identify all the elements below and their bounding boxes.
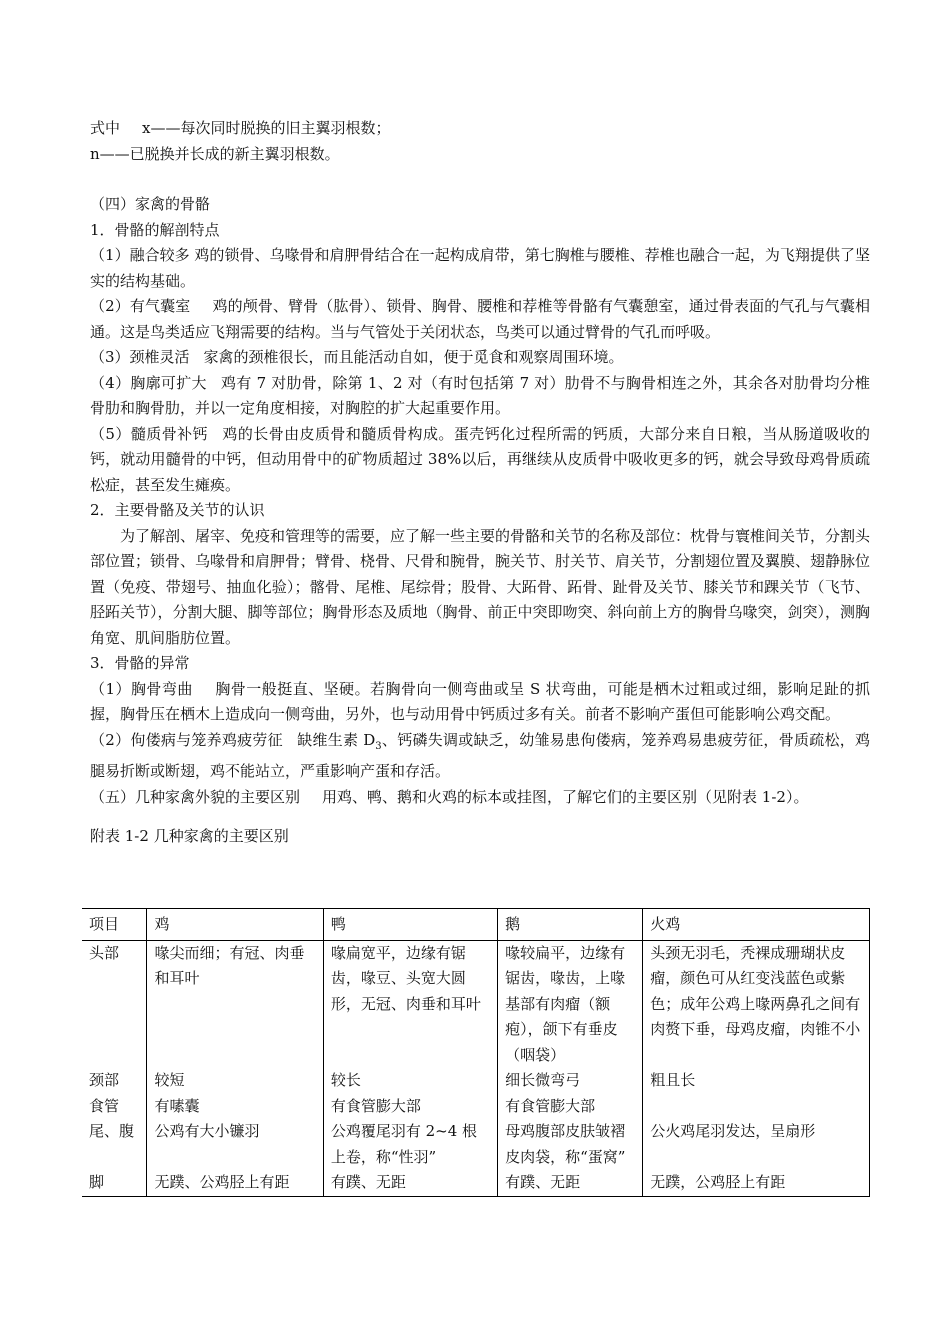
item-body: 鸡的颅骨、臂骨（肱骨）、锁骨、胸骨、腰椎和荐椎等骨骼有气囊憩室，通过骨表面的气孔与气囊相通。这是鸟类适应飞翔需要的结构。当与气管处于关闭状态，鸟类可以通过臂骨的气孔而呼吸。 (90, 297, 870, 341)
table-cell: 喙扁宽平，边缘有锯齿，喙豆、头宽大圆形，无冠、肉垂和耳叶 (323, 940, 497, 1068)
subheading-1: 1．骨骼的解剖特点 (90, 220, 220, 239)
table-cell: 喙较扁平，边缘有锯齿，喙齿，上喙基部有肉瘤（额疱），颌下有垂皮（咽袋） (498, 940, 643, 1068)
item-4 (90, 371, 870, 422)
item-body: 缺维生素 D (296, 730, 376, 749)
item-body: 鸡的锁骨、乌喙骨和肩胛骨结合在一起构成肩带，第七胸椎与腰椎、荐椎也融合一起，为飞翔提供了坚实的结构基础。 (90, 246, 870, 290)
section-4-heading: （四）家禽的骨骼 (90, 195, 211, 213)
table-caption: 附表 1-2 几种家禽的主要区别 (90, 827, 289, 845)
item-5 (90, 422, 870, 499)
section-5 (90, 785, 870, 811)
item-body: 家禽的颈椎很长，而且能活动自如，便于觅食和观察周围环境。 (203, 348, 624, 366)
table-cell: 较长 (323, 1068, 497, 1094)
subheading-3: 3．骨骼的异常 (90, 654, 190, 672)
table-row (82, 1170, 870, 1196)
item-title: （4）胸廓可扩大 (90, 373, 207, 392)
item-title: （5）髓质骨补钙 (90, 424, 208, 443)
item-body: 鸡有 7 对肋骨，除第 1、2 对（有时包括第 7 对）肋骨不与胸骨相连之外，其余各对肋骨均分椎骨肋和胸骨肋，并以一定角度相接，对胸腔的扩大起重要作用。 (90, 373, 870, 417)
table-cell: 有蹼、无距 (498, 1170, 643, 1196)
item-body: 鸡的长骨由皮质骨和髓质骨构成。蛋壳钙化过程所需的钙质，大部分来自日粮，当从肠道吸收的钙，就动用髓骨的中钙，但动用骨中的矿物质超过 38%以后，再继续从皮质骨中吸收更多的钙，就会导致母鸡骨质疏松症，甚至发生瘫痪。 (90, 424, 870, 494)
header-cell: 鸡 (147, 909, 323, 941)
table-header-row (82, 909, 870, 941)
item-title: （3）颈椎灵活 (90, 348, 190, 366)
header-cell: 鸭 (323, 909, 497, 941)
table-cell: 颈部 (89, 1071, 120, 1089)
table-cell: 有食管膨大部 (323, 1094, 497, 1120)
table-cell: 细长微弯弓 (498, 1068, 643, 1094)
table-cell: 有嗉囊 (147, 1094, 323, 1120)
table-cell: 头部 (89, 943, 120, 962)
document-body (90, 116, 870, 850)
table-row (82, 940, 870, 1068)
table-cell: 无蹼，公鸡胫上有距 (643, 1170, 870, 1196)
table-cell: 母鸡腹部皮肤皱褶皮肉袋，称“蛋窝” (498, 1119, 643, 1170)
item-1 (90, 243, 870, 294)
formula-x-definition: x——每次同时脱换的旧主翼羽根数； (142, 119, 391, 137)
poultry-comparison-table (82, 908, 870, 1197)
table-row (82, 1119, 870, 1170)
item-body: 胸骨一般挺直、坚硬。若胸骨向一侧弯曲或呈 S 状弯曲，可能是栖木过粗或过细，影响足趾的抓握，胸骨压在栖木上造成向一侧弯曲，另外，也与动用骨中钙质过多有关。前者不影响产蛋但可能影响公鸡交配。 (90, 679, 870, 723)
table-cell: 有蹼、无距 (323, 1170, 497, 1196)
item-title: （2）有气囊室 (90, 297, 191, 315)
table-cell: 脚 (82, 1170, 147, 1196)
table-cell: 公鸡有大小镰羽 (147, 1119, 323, 1170)
table-cell: 尾、腹 (89, 1122, 135, 1140)
abnormality-1 (90, 677, 870, 728)
formula-prefix: 式中 (90, 119, 121, 137)
header-cell: 项目 (82, 909, 147, 941)
table-row (82, 1094, 870, 1120)
table-cell: 喙尖而细；有冠、肉垂和耳叶 (147, 940, 323, 1068)
item-title: （2）佝偻病与笼养鸡疲劳征 (90, 730, 283, 749)
table-cell: 食管 (89, 1096, 120, 1115)
item-3 (90, 345, 870, 371)
item-body-continued: 、钙磷失调或缺乏，幼雏易患佝偻病，笼养鸡易患疲劳征，骨质疏松，鸡腿易折断或断翅，鸡不能站立，严重影响产蛋和存活。 (90, 730, 870, 780)
table-row (82, 1068, 870, 1094)
table-cell: 有食管膨大部 (498, 1094, 643, 1120)
table-cell: 头颈无羽毛，秃裸成珊瑚状皮瘤，颜色可从红变浅蓝色或紫色；成年公鸡上喙两鼻孔之间有肉赘下垂，母鸡皮瘤，肉锥不小 (643, 940, 870, 1068)
table-cell: 较短 (147, 1068, 323, 1094)
table-cell: 无蹼、公鸡胫上有距 (147, 1170, 323, 1196)
header-cell: 鹅 (498, 909, 643, 941)
item-title: （1）胸骨弯曲 (90, 679, 193, 698)
vitamin-subscript: 3 (375, 740, 382, 752)
table-cell: 公鸡覆尾羽有 2~4 根上卷，称“性羽” (323, 1119, 497, 1170)
formula-line-2: n——已脱换并长成的新主翼羽根数。 (90, 144, 340, 163)
section-5-body: 用鸡、鸭、鹅和火鸡的标本或挂图，了解它们的主要区别（见附表 1-2）。 (322, 787, 809, 806)
table-cell: 公火鸡尾羽发达，呈扇形 (643, 1119, 870, 1170)
table-cell (643, 1094, 870, 1120)
table-cell: 粗且长 (643, 1068, 870, 1094)
paragraph-bones-joints: 为了解剖、屠宰、免疫和管理等的需要，应了解一些主要的骨骼和关节的名称及部位：枕骨与寰椎间关节，分割头部位置；锁骨、乌喙骨和肩胛骨；臂骨、桡骨、尺骨和腕骨，腕关节、肘关节、肩关节，分割翅位置及翼膜、翅静脉位置（免疫、带翅号、抽血化验）；髂骨、尾椎、尾综骨；股骨、大跖骨、跖骨、趾骨及关节、膝关节和踝关节（飞节、胫跖关节），分割大腿、脚等部位；胸骨形态及质地（胸骨、前正中突即吻突、斜向前上方的胸骨乌喙突，剑突），测胸角宽、肌间脂肪位置。 (90, 526, 871, 647)
header-cell: 火鸡 (643, 909, 870, 941)
item-title: （1）融合较多 (90, 246, 190, 264)
subheading-2: 2．主要骨骼及关节的认识 (90, 501, 265, 519)
section-5-title: （五）几种家禽外貌的主要区别 (90, 787, 301, 806)
abnormality-2 (90, 728, 870, 785)
formula-line-1 (90, 116, 870, 142)
item-2 (90, 294, 870, 345)
